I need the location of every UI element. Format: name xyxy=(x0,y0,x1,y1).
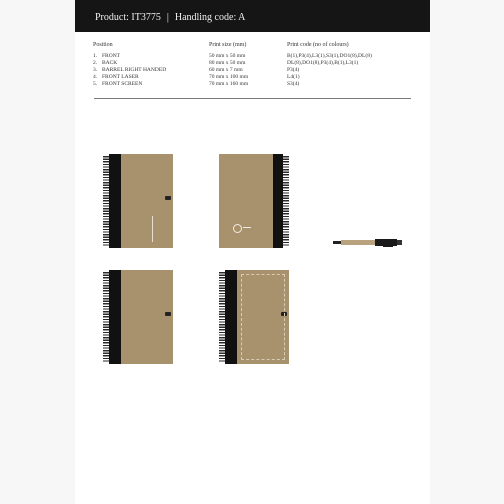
spiral-binding xyxy=(283,156,289,246)
notebook-front-laser-image xyxy=(103,270,173,364)
black-spine-band xyxy=(273,154,283,248)
product-code: Product: IT3775 xyxy=(95,12,161,23)
row-print-code: S3(4) xyxy=(287,81,300,87)
notebook-front-image xyxy=(103,154,173,248)
column-header-print-size: Print size (mm) xyxy=(209,42,247,48)
row-position: FRONT SCREEN xyxy=(102,81,143,87)
kraft-cover xyxy=(121,154,173,248)
row-position: FRONT LASER xyxy=(102,74,139,80)
row-print-size: 60 mm x 7 mm xyxy=(209,67,243,73)
header-title xyxy=(95,12,245,23)
column-header-print-code: Print code (no of colours) xyxy=(287,42,349,48)
cover-logo-mark xyxy=(152,216,153,242)
row-print-size: 80 mm x 50 mm xyxy=(209,60,246,66)
row-number: 2. xyxy=(93,60,98,66)
kraft-cover xyxy=(219,154,273,248)
notebook-front-screen-image xyxy=(219,270,289,364)
ballpoint-pen-image xyxy=(333,236,403,250)
black-spine-band xyxy=(109,270,121,364)
row-print-code: DL(8),DO1(8),P3(4),B(1),L3(1) xyxy=(287,60,359,66)
recycle-logo-icon xyxy=(233,224,242,233)
row-print-size: 70 mm x 100 mm xyxy=(209,74,249,80)
pen-clip xyxy=(383,245,393,247)
column-header-position: Position xyxy=(93,42,113,48)
pen-barrel xyxy=(341,240,375,245)
handling-code: Handling code: A xyxy=(174,12,246,23)
row-number: 1. xyxy=(93,53,98,59)
row-print-code: L4(1) xyxy=(287,74,300,80)
row-print-size: 50 mm x 50 mm xyxy=(209,53,246,59)
pen-tip xyxy=(333,241,341,244)
elastic-clasp xyxy=(165,312,171,316)
row-print-code: B(1),P3(4),L3(1),S3(1),DO1(8),DL(8) xyxy=(287,53,372,59)
header-separator: | xyxy=(166,12,169,23)
row-position: BARREL RIGHT HANDED xyxy=(102,67,167,73)
row-number: 4. xyxy=(93,74,98,80)
pen-cap xyxy=(375,239,397,246)
row-print-size: 70 mm x 160 mm xyxy=(209,81,249,87)
row-position: FRONT xyxy=(102,53,121,59)
black-spine-band xyxy=(109,154,121,248)
row-number: 5. xyxy=(93,81,98,87)
elastic-clasp xyxy=(165,196,171,200)
logo-text-mark xyxy=(243,227,251,228)
black-spine-band xyxy=(225,270,237,364)
row-position: BACK xyxy=(102,60,118,66)
divider-line xyxy=(94,98,411,99)
header-bar xyxy=(75,0,430,32)
pen-end xyxy=(397,240,402,245)
kraft-cover xyxy=(121,270,173,364)
row-print-code: P3(4) xyxy=(287,67,300,73)
row-number: 3. xyxy=(93,67,98,73)
print-area-outline xyxy=(241,274,285,360)
notebook-back-image xyxy=(219,154,289,248)
spec-sheet xyxy=(75,0,430,504)
